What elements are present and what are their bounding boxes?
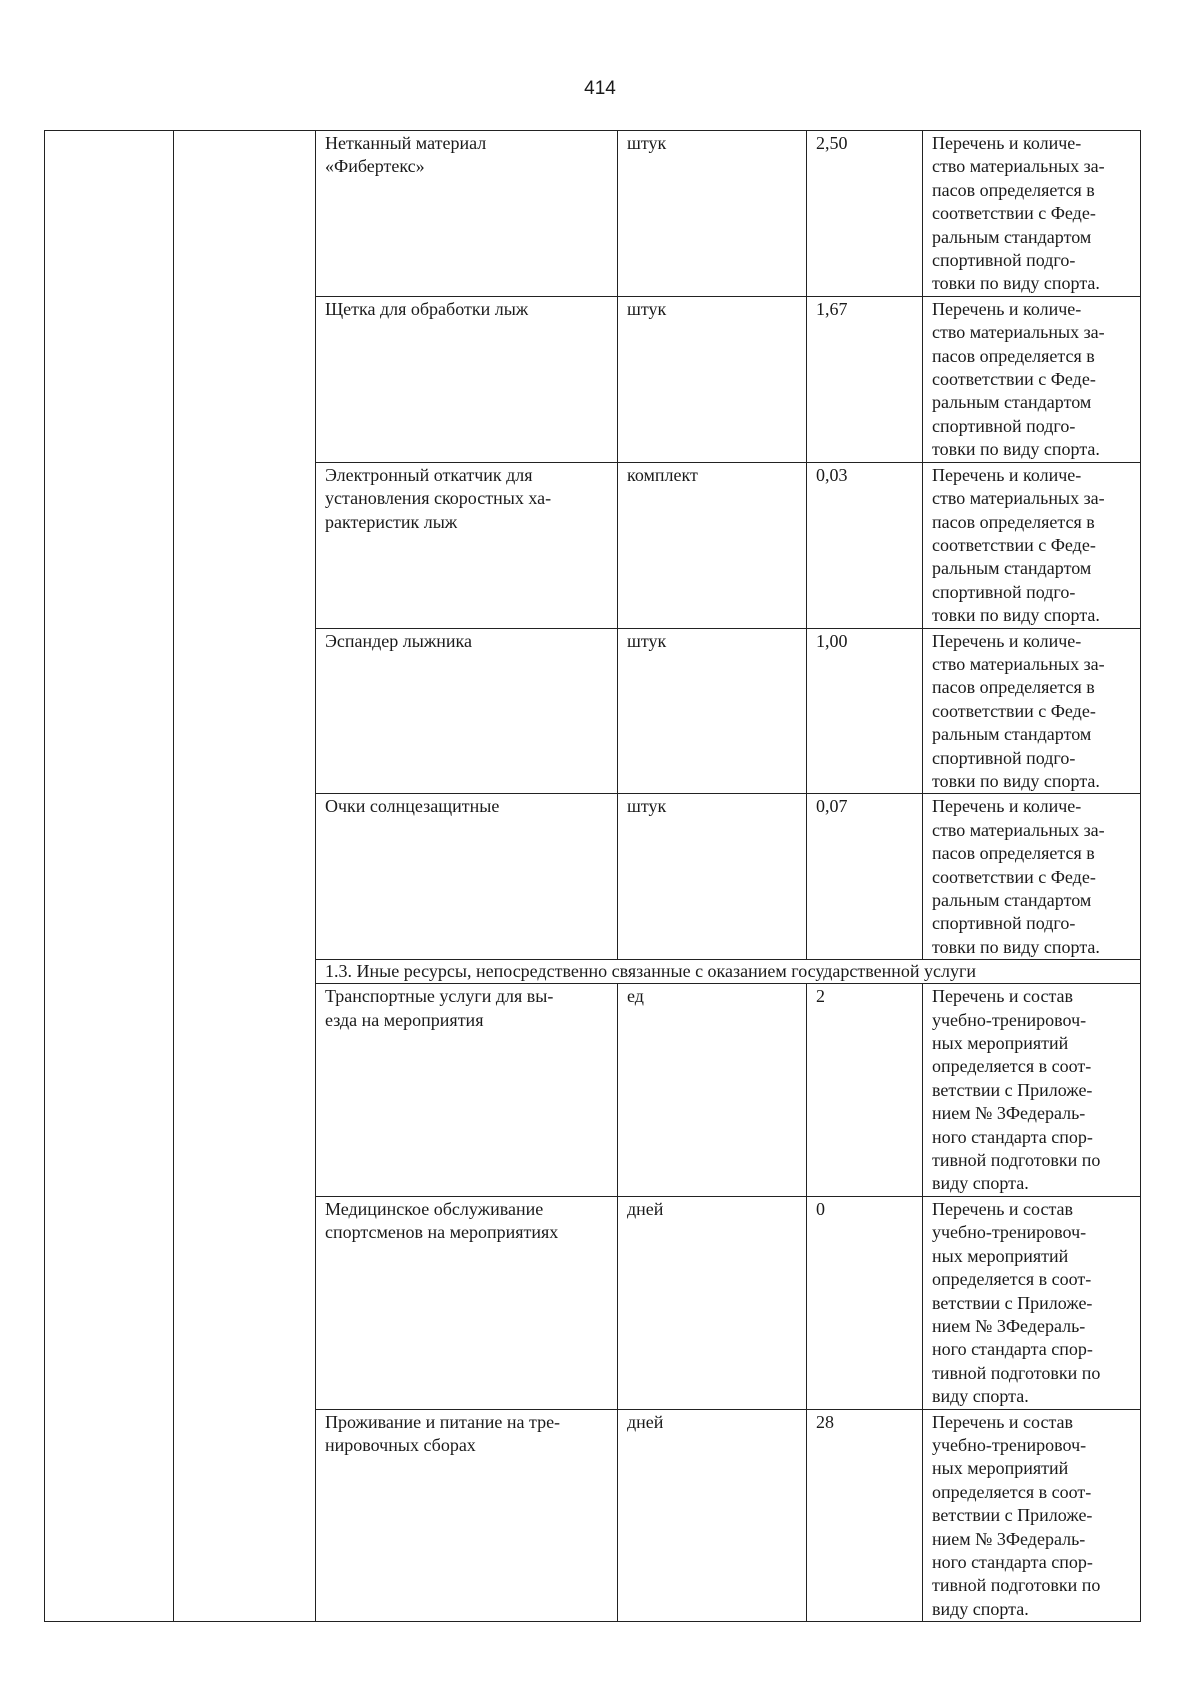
resource-unit: штук <box>618 296 807 462</box>
text-line: ных мероприятий <box>932 1458 1069 1479</box>
resource-value: 2,50 <box>807 131 923 297</box>
text-line: определяется в соот- <box>932 1481 1092 1502</box>
resource-name <box>316 1196 618 1409</box>
resource-value: 1,67 <box>807 296 923 462</box>
text-line: спортивной подго- <box>932 913 1076 934</box>
resource-name <box>316 984 618 1197</box>
resource-unit: штук <box>618 794 807 960</box>
resource-value: 0,07 <box>807 794 923 960</box>
text-line: Проживание и питание на тре- <box>325 1411 561 1432</box>
text-line: соответствии с Феде- <box>932 534 1096 555</box>
text-line: ных мероприятий <box>932 1033 1069 1054</box>
resource-name: Эспандер лыжника <box>316 628 618 794</box>
resource-name: Очки солнцезащитные <box>316 794 618 960</box>
text-line: тивной подготовки по <box>932 1150 1101 1171</box>
text-line: ветствии с Приложе- <box>932 1292 1093 1313</box>
text-line: ного стандарта спор- <box>932 1339 1093 1360</box>
section-heading: 1.3. Иные ресурсы, непосредственно связанные с оказанием государственной услуги <box>316 960 1141 984</box>
table-row <box>45 131 1141 297</box>
text-line: ральным стандартом <box>932 226 1092 247</box>
text-line: ных мероприятий <box>932 1245 1069 1266</box>
resource-unit: ед <box>618 984 807 1197</box>
text-line: спортивной подго- <box>932 747 1076 768</box>
text-line: виду спорта. <box>932 1598 1029 1619</box>
text-line: спортивной подго- <box>932 250 1076 271</box>
text-line: учебно-тренировоч- <box>932 1434 1087 1455</box>
text-line: ство материальных за- <box>932 488 1105 509</box>
text-line: учебно-тренировоч- <box>932 1009 1087 1030</box>
resource-unit: штук <box>618 628 807 794</box>
text-line: ство материальных за- <box>932 156 1105 177</box>
text-line: Электронный откатчик для <box>325 464 533 485</box>
text-line: езда на мероприятия <box>325 1009 484 1030</box>
text-line: Транспортные услуги для вы- <box>325 986 554 1007</box>
text-line: ство материальных за- <box>932 819 1105 840</box>
text-line: ральным стандартом <box>932 724 1092 745</box>
text-line: пасов определяется в <box>932 843 1095 864</box>
text-line: пасов определяется в <box>932 677 1095 698</box>
resource-value: 2 <box>807 984 923 1197</box>
text-line: определяется в соот- <box>932 1269 1092 1290</box>
text-line: Медицинское обслуживание <box>325 1198 544 1219</box>
resource-note <box>923 794 1141 960</box>
empty-column-2 <box>174 131 316 1622</box>
resource-name <box>316 1409 618 1622</box>
resource-value: 1,00 <box>807 628 923 794</box>
text-line: рактеристик лыж <box>325 511 458 532</box>
text-line: товки по виду спорта. <box>932 273 1100 294</box>
text-line: ральным стандартом <box>932 558 1092 579</box>
text-line: пасов определяется в <box>932 179 1095 200</box>
text-line: установления скоростных ха- <box>325 488 552 509</box>
text-line: Перечень и количе- <box>932 464 1082 485</box>
text-line: Перечень и количе- <box>932 630 1082 651</box>
text-line: тивной подготовки по <box>932 1362 1101 1383</box>
resource-name <box>316 462 618 628</box>
resource-unit: штук <box>618 131 807 297</box>
text-line: нием № 3Федераль- <box>932 1103 1086 1124</box>
text-line: ветствии с Приложе- <box>932 1505 1093 1526</box>
resource-note <box>923 462 1141 628</box>
text-line: учебно-тренировоч- <box>932 1222 1087 1243</box>
text-line: Перечень и состав <box>932 1411 1074 1432</box>
text-line: соответствии с Феде- <box>932 866 1096 887</box>
text-line: соответствии с Феде- <box>932 700 1096 721</box>
text-line: спортсменов на мероприятиях <box>325 1222 559 1243</box>
text-line: соответствии с Феде- <box>932 203 1096 224</box>
text-line: ство материальных за- <box>932 322 1105 343</box>
text-line: Перечень и состав <box>932 986 1074 1007</box>
text-line: виду спорта. <box>932 1386 1029 1407</box>
resource-value: 28 <box>807 1409 923 1622</box>
text-line: нием № 3Федераль- <box>932 1528 1086 1549</box>
resource-note <box>923 628 1141 794</box>
text-line: товки по виду спорта. <box>932 605 1100 626</box>
text-line: Перечень и количе- <box>932 298 1082 319</box>
resource-note <box>923 296 1141 462</box>
text-line: определяется в соот- <box>932 1056 1092 1077</box>
text-line: спортивной подго- <box>932 581 1076 602</box>
text-line: ветствии с Приложе- <box>932 1079 1093 1100</box>
text-line: тивной подготовки по <box>932 1575 1101 1596</box>
resource-note <box>923 131 1141 297</box>
resource-name: Нетканный материал «Фибертекс» <box>316 131 618 297</box>
resource-value: 0,03 <box>807 462 923 628</box>
text-line: ральным стандартом <box>932 392 1092 413</box>
resource-note <box>923 1409 1141 1622</box>
text-line: ральным стандартом <box>932 890 1092 910</box>
text-line: нировочных сборах <box>325 1434 476 1455</box>
page-number: 414 <box>584 78 616 99</box>
text-line: нием № 3Федераль- <box>932 1315 1086 1336</box>
empty-column-1 <box>45 131 174 1622</box>
resource-unit: дней <box>618 1409 807 1622</box>
text-line: ного стандарта спор- <box>932 1551 1093 1572</box>
resource-unit: дней <box>618 1196 807 1409</box>
text-line: спортивной подго- <box>932 415 1076 436</box>
text-line: товки по виду спорта. <box>932 439 1100 460</box>
resource-note <box>923 1196 1141 1409</box>
text-line: товки по виду спорта. <box>932 936 1100 957</box>
text-line: Перечень и количе- <box>932 133 1082 153</box>
resource-name: Щетка для обработки лыж <box>316 296 618 462</box>
text-line: ство материальных за- <box>932 653 1105 674</box>
text-line: Перечень и состав <box>932 1198 1074 1219</box>
resource-note <box>923 984 1141 1197</box>
text-line: виду спорта. <box>932 1173 1029 1194</box>
resource-unit: комплект <box>618 462 807 628</box>
text-line: Перечень и количе- <box>932 796 1082 817</box>
resource-value: 0 <box>807 1196 923 1409</box>
text-line: пасов определяется в <box>932 345 1095 366</box>
text-line: пасов определяется в <box>932 511 1095 532</box>
text-line: ного стандарта спор- <box>932 1126 1093 1147</box>
text-line: товки по виду спорта. <box>932 770 1100 791</box>
text-line: соответствии с Феде- <box>932 369 1096 390</box>
resources-table <box>44 130 1141 1622</box>
